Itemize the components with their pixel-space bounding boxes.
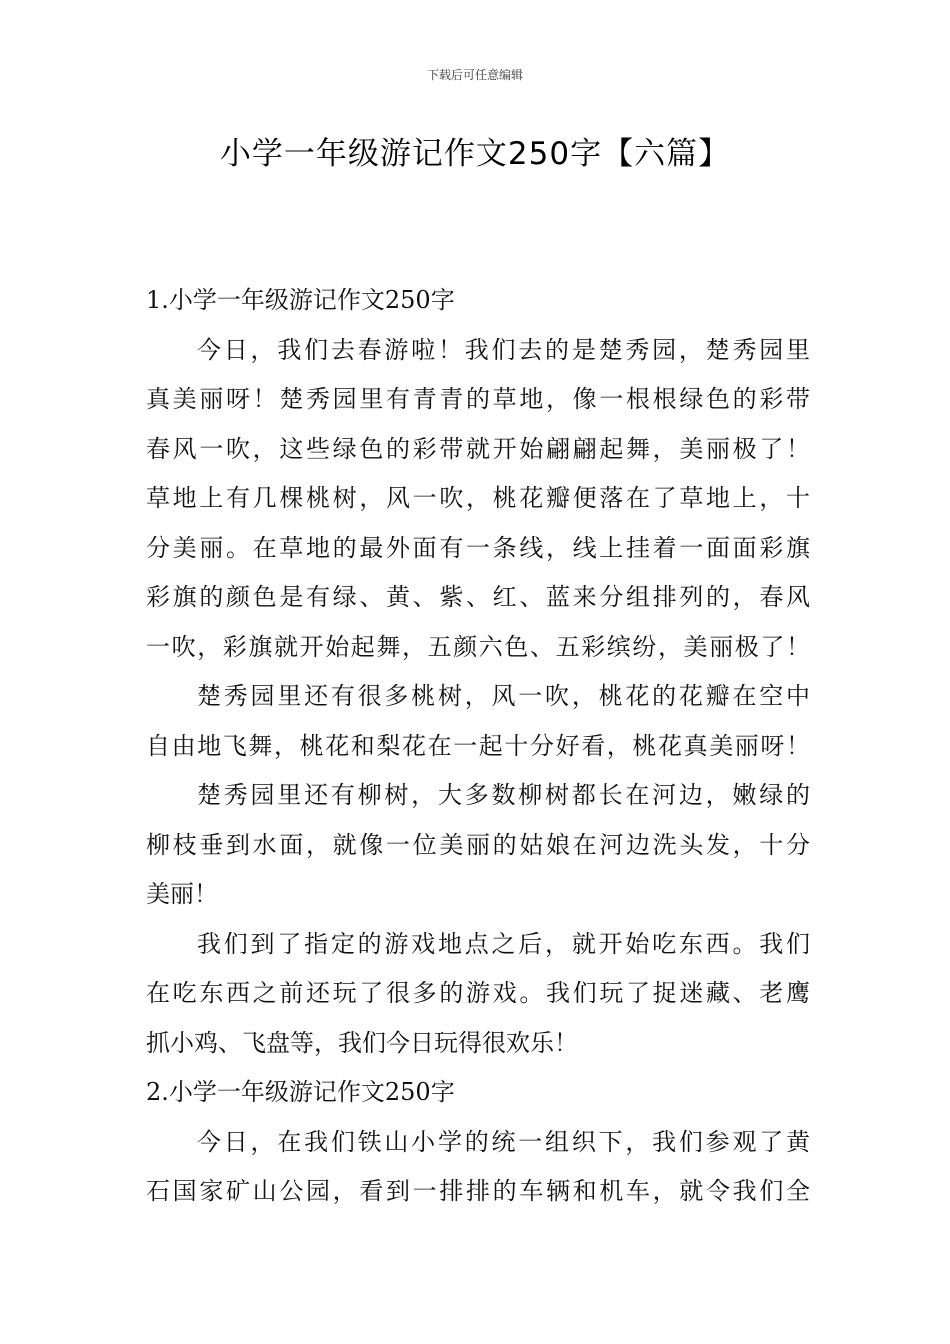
watermark-text: 下载后可任意编辑	[426, 68, 523, 82]
section-heading: 2.小学一年级游记作文250字	[146, 1078, 455, 1106]
paragraph-line: 春风一吹，这些绿色的彩带就开始翩翩起舞，美丽极了！	[146, 435, 810, 463]
section-heading: 1.小学一年级游记作文250字	[146, 286, 455, 314]
page-title: 小学一年级游记作文250字【六篇】	[219, 136, 731, 172]
paragraph-line: 我们到了指定的游戏地点之后，就开始吃东西。我们	[197, 930, 810, 958]
paragraph-line: 今日，我们去春游啦！我们去的是楚秀园，楚秀园里	[197, 336, 810, 364]
paragraph-line: 在吃东西之前还玩了很多的游戏。我们玩了捉迷藏、老鹰	[146, 979, 810, 1007]
paragraph-line: 自由地飞舞，桃花和梨花在一起十分好看，桃花真美丽呀！	[146, 732, 810, 760]
paragraph-line: 抓小鸡、飞盘等，我们今日玩得很欢乐！	[146, 1029, 578, 1057]
paragraph-line: 楚秀园里还有很多桃树，风一吹，桃花的花瓣在空中	[197, 682, 810, 710]
paragraph-line: 真美丽呀！楚秀园里有青青的草地，像一根根绿色的彩带	[146, 385, 810, 413]
paragraph-line: 一吹，彩旗就开始起舞，五颜六色、五彩缤纷，美丽极了！	[146, 633, 810, 661]
paragraph-line: 石国家矿山公园，看到一排排的车辆和机车，就令我们全	[146, 1177, 810, 1205]
paragraph-line: 草地上有几棵桃树，风一吹，桃花瓣便落在了草地上，十	[146, 484, 810, 512]
paragraph-line: 今日，在我们铁山小学的统一组织下，我们参观了黄	[197, 1128, 810, 1156]
paragraph-line: 楚秀园里还有柳树，大多数柳树都长在河边，嫩绿的	[197, 781, 810, 809]
paragraph-line: 柳枝垂到水面，就像一位美丽的姑娘在河边洗头发，十分	[146, 831, 810, 859]
paragraph-line: 美丽！	[146, 880, 218, 908]
paragraph-line: 分美丽。在草地的最外面有一条线，线上挂着一面面彩旗	[146, 534, 810, 562]
paragraph-line: 彩旗的颜色是有绿、黄、紫、红、蓝来分组排列的，春风	[146, 583, 810, 611]
